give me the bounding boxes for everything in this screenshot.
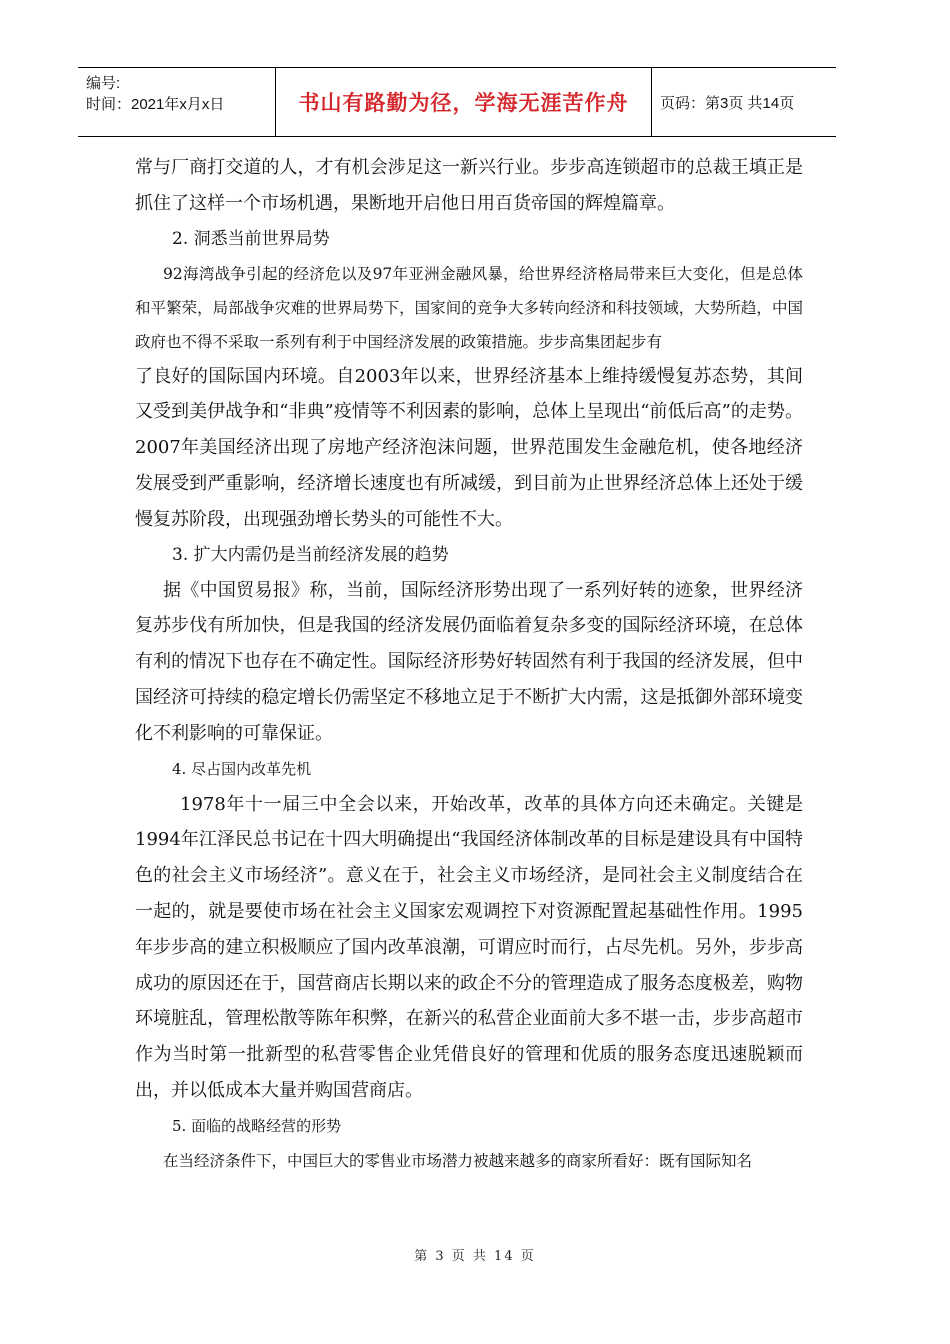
page-footer: 第 3 页 共 14 页: [414, 1249, 536, 1264]
page-header: [78, 67, 836, 137]
document-body: [135, 150, 803, 1178]
section-heading-3: 3. 扩大内需仍是当前经济发展的趋势: [172, 544, 449, 565]
paragraph-2a: 92海湾战争引起的经济危以及97年亚洲金融风暴，给世界经济格局带来巨大变化，但是总体和平繁荣，局部战争灾难的世界局势下，国家间的竞争大多转向经济和科技领域，大势所趋，中国政府也不得不采取一系列有利于中国经济发展的政策措施。步步高集团起步有: [135, 264, 803, 351]
section-heading-2: 2. 洞悉当前世界局势: [172, 228, 330, 249]
document-number-label: 编号:: [86, 75, 121, 92]
paragraph-1: 常与厂商打交道的人，才有机会涉足这一新兴行业。步步高连锁超市的总裁王填正是抓住了这样一个市场机遇，果断地开启他日用百货帝国的辉煌篇章。: [135, 157, 803, 214]
paragraph-3: 据《中国贸易报》称，当前，国际经济形势出现了一系列好转的迹象，世界经济复苏步伐有所加快，但是我国的经济发展仍面临着复杂多变的国际经济环境，在总体有利的情况下也存在不确定性。国际经济形势好转固然有利于我国的经济发展，但中国经济可持续的稳定增长仍需坚定不移地立足于不断扩大内需，这是抵御外部环境变化不利影响的可靠保证。: [135, 579, 803, 744]
header-page-cell: [652, 68, 836, 136]
header-motto-cell: [276, 68, 652, 136]
paragraph-5: 在当经济条件下，中国巨大的零售业市场潜力被越来越多的商家所看好：既有国际知名: [163, 1151, 753, 1170]
section-heading-4: 4. 尽占国内改革先机: [172, 759, 312, 778]
section-heading-5: 5. 面临的战略经营的形势: [172, 1116, 342, 1135]
header-page-label: 页码：第3页 共14页: [660, 94, 795, 112]
header-meta: [78, 68, 276, 136]
header-motto: 书山有路勤为径，学海无涯苦作舟: [298, 91, 629, 115]
paragraph-4: 1978年十一届三中全会以来，开始改革，改革的具体方向还未确定。关键是1994年江泽民总书记在十四大明确提出“我国经济体制改革的目标是建设具有中国特色的社会主义市场经济”。意义在于，社会主义市场经济，是同社会主义制度结合在一起的，就是要使市场在社会主义国家宏观调控下对资源配置起基础性作用。1995年步步高的建立积极顺应了国内改革浪潮，可谓应时而行，占尽先机。另外，步步高成功的原因还在于，国营商店长期以来的政企不分的管理造成了服务态度极差，购物环境脏乱，管理松散等陈年积弊，在新兴的私营企业面前大多不堪一击，步步高超市作为当时第一批新型的私营零售企业凭借良好的管理和优质的服务态度迅速脱颖而出，并以低成本大量并购国营商店。: [135, 793, 803, 1101]
paragraph-2b: 了良好的国际国内环境。自2003年以来，世界经济基本上维持缓慢复苏态势，其间又受到美伊战争和“非典”疫情等不利因素的影响，总体上呈现出“前低后高”的走势。2007年美国经济出现了房地产经济泡沫问题，世界范围发生金融危机，使各地经济发展受到严重影响，经济增长速度也有所减缓，到目前为止世界经济总体上还处于缓慢复苏阶段，出现强劲增长势头的可能性不大。: [135, 365, 803, 530]
document-time-label: 时间：2021年x月x日: [86, 96, 225, 113]
